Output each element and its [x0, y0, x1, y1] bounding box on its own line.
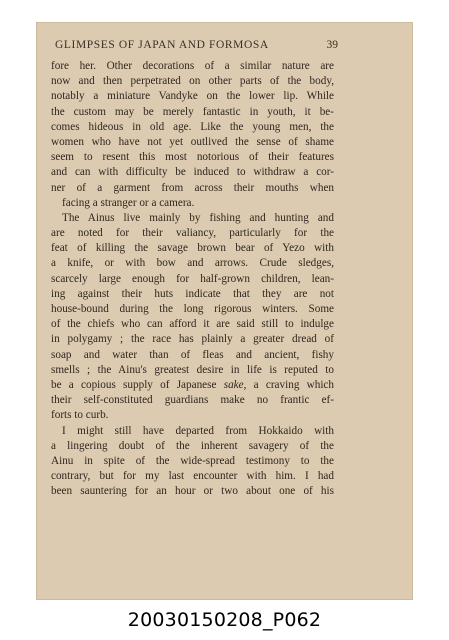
- text-line: The Ainus live mainly by fishing and hunting and: [62, 211, 334, 224]
- running-head-title: GLIMPSES OF JAPAN AND FORMOSA: [55, 39, 269, 51]
- text-line: ner of a garment from across their mouths when: [51, 181, 334, 194]
- text-line: contrary, but for my last encounter with him. I had: [51, 470, 334, 483]
- text-line: scarcely large enough for half-grown children, lean-: [51, 272, 334, 285]
- text-line: house-bound during the long rigorous winters. Some: [51, 303, 334, 315]
- image-identifier: 20030150208_P062: [127, 609, 322, 631]
- text-line: fore her. Other decorations of a similar nature are: [51, 60, 334, 72]
- text-line: soap and water than of fleas and ancient, fishy: [51, 348, 334, 361]
- text-line: Ainu in spite of the wide-spread testimony to the: [51, 454, 334, 467]
- text-line: I might still have departed from Hokkaido with: [62, 424, 334, 437]
- text-line: notably a miniature Vandyke on the lower lip. While: [51, 90, 334, 103]
- text-line: a knife, or with bow and arrows. Crude sledges,: [51, 257, 334, 270]
- text-line: feat of killing the savage brown bear of Yezo with: [51, 242, 334, 255]
- text-line: be a copious supply of Japanese sake, a craving which: [51, 378, 334, 391]
- text-line: the custom may be merely fantastic in youth, it be-: [51, 105, 334, 118]
- text-line: and can with difficulty be induced to withdraw a cor-: [51, 166, 334, 179]
- text-line: facing a stranger or a camera.: [62, 196, 195, 209]
- text-line: a lingering doubt of the inherent savagery of the: [51, 439, 334, 452]
- running-head: [55, 39, 338, 51]
- text-line: in polygamy ; the race has plainly a greater dread of: [51, 333, 334, 346]
- page-number: 39: [326, 39, 338, 51]
- text-line: seem to resent this most notorious of their features: [51, 151, 334, 164]
- text-line: of the chiefs who can afford it are said still to indulge: [51, 318, 334, 331]
- body-text: [51, 59, 334, 499]
- text-line: now and then perpetrated on other parts of the body,: [51, 75, 334, 88]
- text-line: are noted for their valiancy, particularly for the: [51, 227, 334, 240]
- text-line: their self-constituted guardians make no frantic ef-: [51, 394, 334, 407]
- text-line: forts to curb.: [51, 409, 109, 422]
- text-line: comes hideous in old age. Like the young men, the: [51, 120, 334, 133]
- text-line: ing against their huts indicate that they are not: [51, 287, 334, 300]
- text-line: women who have not yet outlived the sense of shame: [51, 135, 334, 148]
- text-line: smells ; the Ainu's greatest desire in life is reputed to: [51, 363, 334, 376]
- text-line: been sauntering for an hour or two about one of his: [51, 485, 334, 498]
- italic-word: sake: [223, 378, 244, 391]
